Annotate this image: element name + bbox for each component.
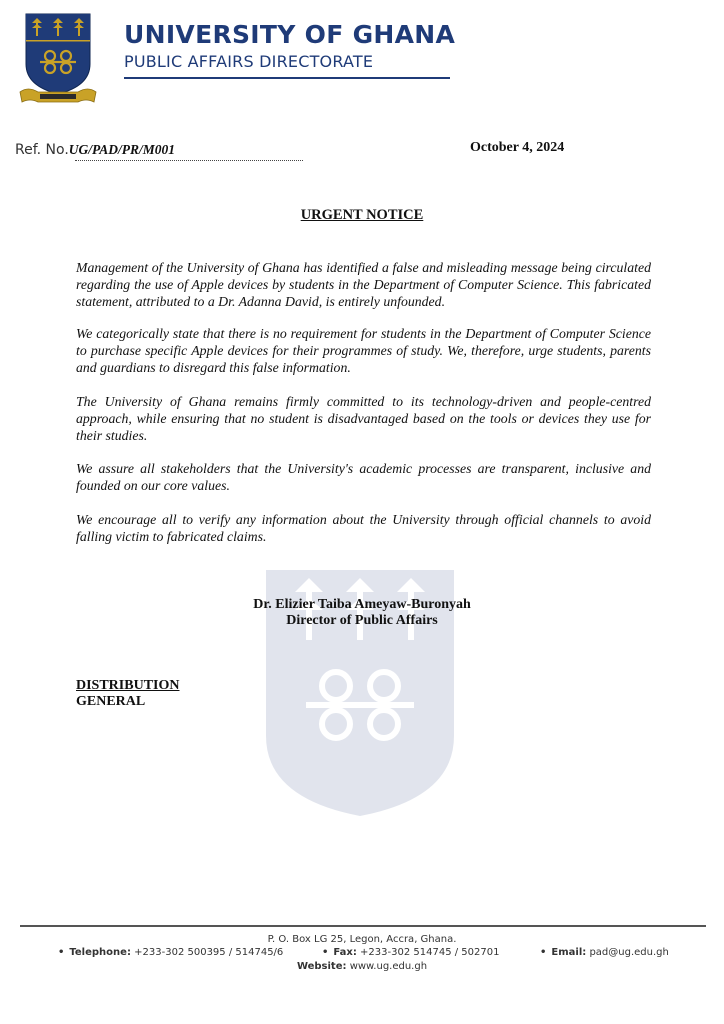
university-crest-logo bbox=[18, 12, 98, 106]
email-label: Email: bbox=[551, 947, 587, 958]
reference-dotted-line bbox=[75, 160, 303, 161]
letter-date: October 4, 2024 bbox=[470, 140, 565, 155]
reference-value: UG/PAD/PR/M001 bbox=[68, 142, 176, 157]
reference-number bbox=[15, 141, 175, 159]
body-paragraph: The University of Ghana remains firmly committed to its technology-driven and people-centred approach, while ensuring that no student is disadvantaged based on the tools or devices they use for their studies. bbox=[76, 394, 651, 443]
telephone-label: Telephone: bbox=[69, 947, 131, 958]
telephone-value: +233-302 500395 / 514745/6 bbox=[134, 947, 284, 958]
website-value: www.ug.edu.gh bbox=[349, 961, 428, 972]
signatory-title: Director of Public Affairs bbox=[286, 613, 438, 628]
header-rule bbox=[124, 77, 450, 79]
organization-name: UNIVERSITY OF GHANA bbox=[124, 20, 456, 49]
footer-rule bbox=[20, 925, 706, 927]
distribution-heading: DISTRIBUTION bbox=[76, 678, 180, 693]
body-paragraph: We categorically state that there is no requirement for students in the Department of Computer Science to purchase specific Apple devices for their programmes of study. We, therefore, urge students, parents and guardians to disregard this false information. bbox=[76, 326, 651, 375]
body-paragraph: Management of the University of Ghana has identified a false and misleading message being circulated regarding the use of Apple devices by students in the Department of Computer Science. This fabricated statement, attributed to a Dr. Adanna David, is entirely unfounded. bbox=[76, 260, 651, 309]
footer-website bbox=[0, 961, 724, 972]
reference-label: Ref. No. bbox=[15, 142, 69, 158]
fax-label: Fax: bbox=[333, 947, 357, 958]
website-label: Website: bbox=[296, 961, 347, 972]
bullet-icon: • bbox=[540, 947, 547, 958]
bullet-icon: • bbox=[58, 947, 65, 958]
body-paragraph: We assure all stakeholders that the University's academic processes are transparent, inclusive and founded on our core values. bbox=[76, 461, 651, 493]
directorate-name: PUBLIC AFFAIRS DIRECTORATE bbox=[124, 52, 374, 71]
footer-telephone bbox=[58, 947, 283, 958]
footer-fax bbox=[322, 947, 499, 958]
footer-email bbox=[540, 947, 669, 958]
bullet-icon: • bbox=[322, 947, 329, 958]
signatory-name: Dr. Elizier Taiba Ameyaw-Buronyah bbox=[253, 597, 471, 612]
body-paragraph: We encourage all to verify any information about the University through official channels to avoid falling victim to fabricated claims. bbox=[76, 512, 651, 544]
distribution-value: GENERAL bbox=[76, 694, 146, 709]
notice-title: URGENT NOTICE bbox=[300, 207, 424, 223]
fax-value: +233-302 514745 / 502701 bbox=[360, 947, 500, 958]
footer-address: P. O. Box LG 25, Legon, Accra, Ghana. bbox=[267, 934, 457, 945]
email-value: pad@ug.edu.gh bbox=[589, 947, 669, 958]
